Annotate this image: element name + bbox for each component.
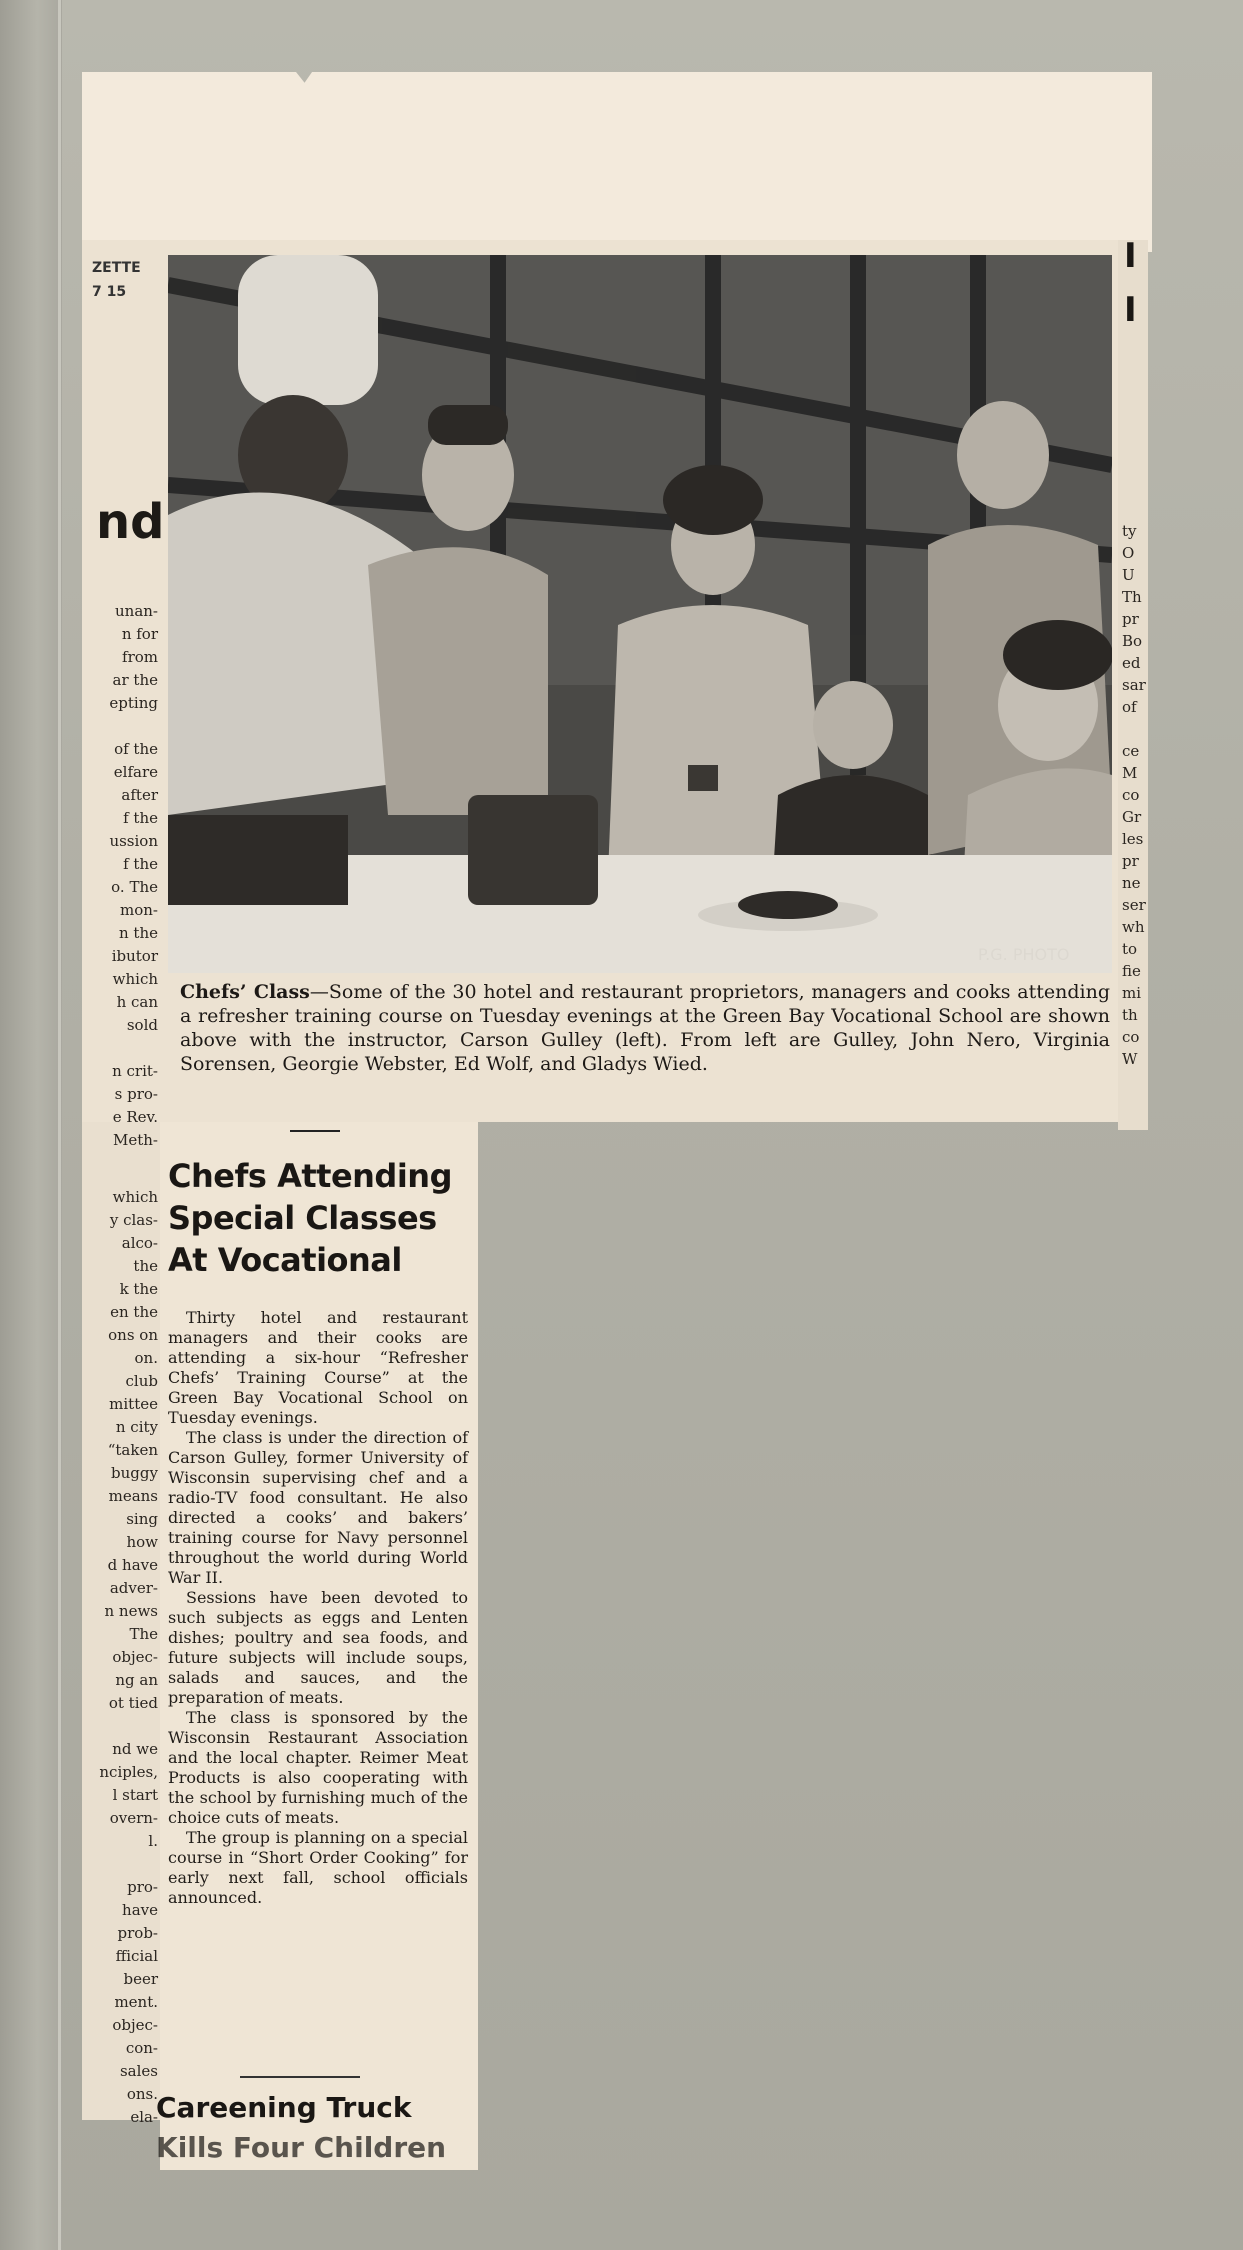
right-column-line: mi	[1122, 984, 1142, 1002]
left-column-line: e Rev.	[112, 1108, 158, 1126]
left-column-line: how	[126, 1533, 158, 1551]
left-column-line: unan-	[115, 602, 158, 620]
left-column-line: from	[122, 648, 158, 666]
left-column-line: o. The	[111, 878, 158, 896]
next-article-headline	[156, 2088, 476, 2168]
left-column-line: f the	[123, 809, 158, 827]
right-column-line: Gr	[1122, 808, 1142, 826]
photo-caption	[180, 980, 1110, 1076]
caption-text: —Some of the 30 hotel and restaurant proprietors, managers and cooks attending a refresher training course on Tuesday evenings at the Green Bay Vocational School are shown above with the instructor, Carson Gulley (left). From left are Gulley, John Nero, Virginia Sorensen, Georgie Webster, Ed Wolf, and Gladys Wied.	[180, 981, 1111, 1075]
left-column-line: sold	[126, 1016, 158, 1034]
left-column-line: d have	[107, 1556, 158, 1574]
left-column-line: nd we	[112, 1740, 158, 1758]
left-column-line: n news	[104, 1602, 158, 1620]
left-column-line: en the	[110, 1303, 158, 1321]
article-paragraph: The class is sponsored by the Wisconsin Restaurant Association and the local chapter. Reimer Meat Products is also cooperating with the school by furnishing much of the choice cuts of meats.	[168, 1708, 468, 1827]
sleeve-highlight	[58, 0, 61, 2250]
left-column-line: sing	[126, 1510, 158, 1528]
left-column-line: ons on	[108, 1326, 158, 1344]
headline-line-3: At Vocational	[168, 1241, 402, 1279]
left-column-line: of the	[114, 740, 158, 758]
photo-illustration	[168, 255, 1112, 973]
left-column-line: mittee	[109, 1395, 158, 1413]
paper-top-strip	[82, 72, 1152, 252]
left-column-line: beer	[123, 1970, 158, 1988]
article-paragraph: Sessions have been devoted to such subjects as eggs and Lenten dishes; poultry and sea foods, and future subjects will include soups, salads and sauces, and the preparation of meats.	[168, 1588, 468, 1707]
right-column-line: of	[1122, 698, 1137, 716]
left-column-line: epting	[109, 694, 158, 712]
right-column-line: Bo	[1122, 632, 1143, 650]
right-column-line: pr	[1122, 610, 1139, 628]
left-column-text-b	[84, 1186, 158, 2129]
left-column-line: n crit-	[112, 1062, 158, 1080]
headline-line-2: Special Classes	[168, 1199, 437, 1237]
right-column-line: les	[1122, 830, 1144, 848]
left-column-line: fficial	[115, 1947, 158, 1965]
left-column-line: overn-	[109, 1809, 158, 1827]
left-column-line: which	[112, 970, 158, 988]
left-column-line: ussion	[109, 832, 158, 850]
left-column-line	[84, 1715, 158, 1738]
left-column-line: objec-	[112, 2016, 158, 2034]
right-column-line: ne	[1122, 874, 1141, 892]
article-paragraph: The class is under the direction of Carson Gulley, former University of Wisconsin supervising chef and a radio-TV food consultant. He also directed a cooks’ and bakers’ training course for Navy personnel throughout the world during World War II.	[168, 1428, 468, 1587]
right-column-line: co	[1122, 1028, 1140, 1046]
right-column-line: ser	[1122, 896, 1146, 914]
article-paragraph: The group is planning on a special course in “Short Order Cooking” for early next fall, school officials announced.	[168, 1828, 468, 1907]
article-headline	[168, 1155, 468, 1281]
left-column-line: objec-	[112, 1648, 158, 1666]
masthead-fragment: ZETTE 7 15	[92, 260, 141, 300]
left-column-line: l.	[148, 1832, 158, 1850]
left-column-line: s pro-	[114, 1085, 158, 1103]
right-column-line: co	[1122, 786, 1140, 804]
left-column-line: nciples,	[99, 1763, 158, 1781]
left-column-line: mon-	[120, 901, 158, 919]
right-column-line: ce	[1122, 742, 1140, 760]
left-column-line: elfare	[113, 763, 158, 781]
left-column-line: ot tied	[108, 1694, 158, 1712]
left-column-line	[84, 1853, 158, 1876]
left-column-line: “taken	[107, 1441, 158, 1459]
left-column-line: The	[129, 1625, 158, 1643]
left-column-line: ibutor	[111, 947, 158, 965]
left-headline-fragment: nd	[96, 494, 165, 550]
left-column-line: Meth-	[113, 1131, 158, 1149]
left-column-line: club	[125, 1372, 158, 1390]
left-column-line: ela-	[130, 2108, 158, 2126]
left-column-line: adver-	[109, 1579, 158, 1597]
left-column-line: n city	[115, 1418, 158, 1436]
left-column-line: have	[122, 1901, 158, 1919]
caption-lead: Chefs’ Class	[180, 981, 310, 1003]
sleeve-edge	[0, 0, 62, 2250]
left-column-line: k the	[119, 1280, 158, 1298]
left-column-line: buggy	[111, 1464, 158, 1482]
left-column-line: n the	[119, 924, 158, 942]
left-column-line: sales	[119, 2062, 158, 2080]
left-column-line: y clas-	[109, 1211, 158, 1229]
left-column-line: h can	[116, 993, 158, 1011]
left-column-line: which	[112, 1188, 158, 1206]
article-body	[168, 1308, 468, 1908]
right-column-line: ed	[1122, 654, 1141, 672]
right-column-line: to	[1122, 940, 1138, 958]
left-column-line	[84, 1037, 158, 1060]
left-column-line: the	[133, 1257, 158, 1275]
right-column-line: W	[1122, 1050, 1138, 1068]
right-column-line	[1122, 718, 1148, 740]
right-column-line: wh	[1122, 918, 1145, 936]
right-column-line: Th	[1122, 588, 1142, 606]
news-photo	[168, 255, 1112, 973]
left-column-line	[84, 715, 158, 738]
left-column-line: after	[121, 786, 158, 804]
left-column-line: l start	[112, 1786, 158, 1804]
next-headline-line-2: Kills Four Children	[156, 2131, 447, 2164]
right-column-line: U	[1122, 566, 1135, 584]
right-column-text	[1122, 520, 1148, 1070]
left-column-line: means	[108, 1487, 158, 1505]
right-column-line: pr	[1122, 852, 1139, 870]
left-column-line: pro-	[127, 1878, 158, 1896]
right-column-line: th	[1122, 1006, 1138, 1024]
right-column-line: sar	[1122, 676, 1146, 694]
next-headline-line-1: Careening Truck	[156, 2091, 412, 2124]
left-column-line: ment.	[114, 1993, 158, 2011]
right-column-line: ty	[1122, 522, 1137, 540]
left-column-line: alco-	[121, 1234, 158, 1252]
right-headline-fragment-2: I	[1124, 290, 1137, 330]
left-column-line: on.	[134, 1349, 158, 1367]
left-column-line: ar the	[112, 671, 158, 689]
headline-line-1: Chefs Attending	[168, 1157, 452, 1195]
right-column-line: fie	[1122, 962, 1141, 980]
right-headline-fragment-1: I	[1124, 236, 1137, 276]
right-column-line: O	[1122, 544, 1135, 562]
left-column-line: ons.	[126, 2085, 158, 2103]
article-paragraph: Thirty hotel and restaurant managers and their cooks are attending a six-hour “Refresher Chefs’ Training Course” at the Green Bay Vocational School on Tuesday evenings.	[168, 1308, 468, 1427]
right-column-line: M	[1122, 764, 1138, 782]
left-column-line: prob-	[117, 1924, 158, 1942]
article-separator	[240, 2076, 360, 2078]
left-column-line: n for	[121, 625, 158, 643]
left-column-line: f the	[123, 855, 158, 873]
left-column-line: ng an	[115, 1671, 158, 1689]
photo-credit: P.G. PHOTO	[978, 945, 1070, 964]
left-column-line: con-	[125, 2039, 158, 2057]
left-column-text-a	[84, 600, 158, 1152]
caption-rule	[290, 1130, 340, 1132]
